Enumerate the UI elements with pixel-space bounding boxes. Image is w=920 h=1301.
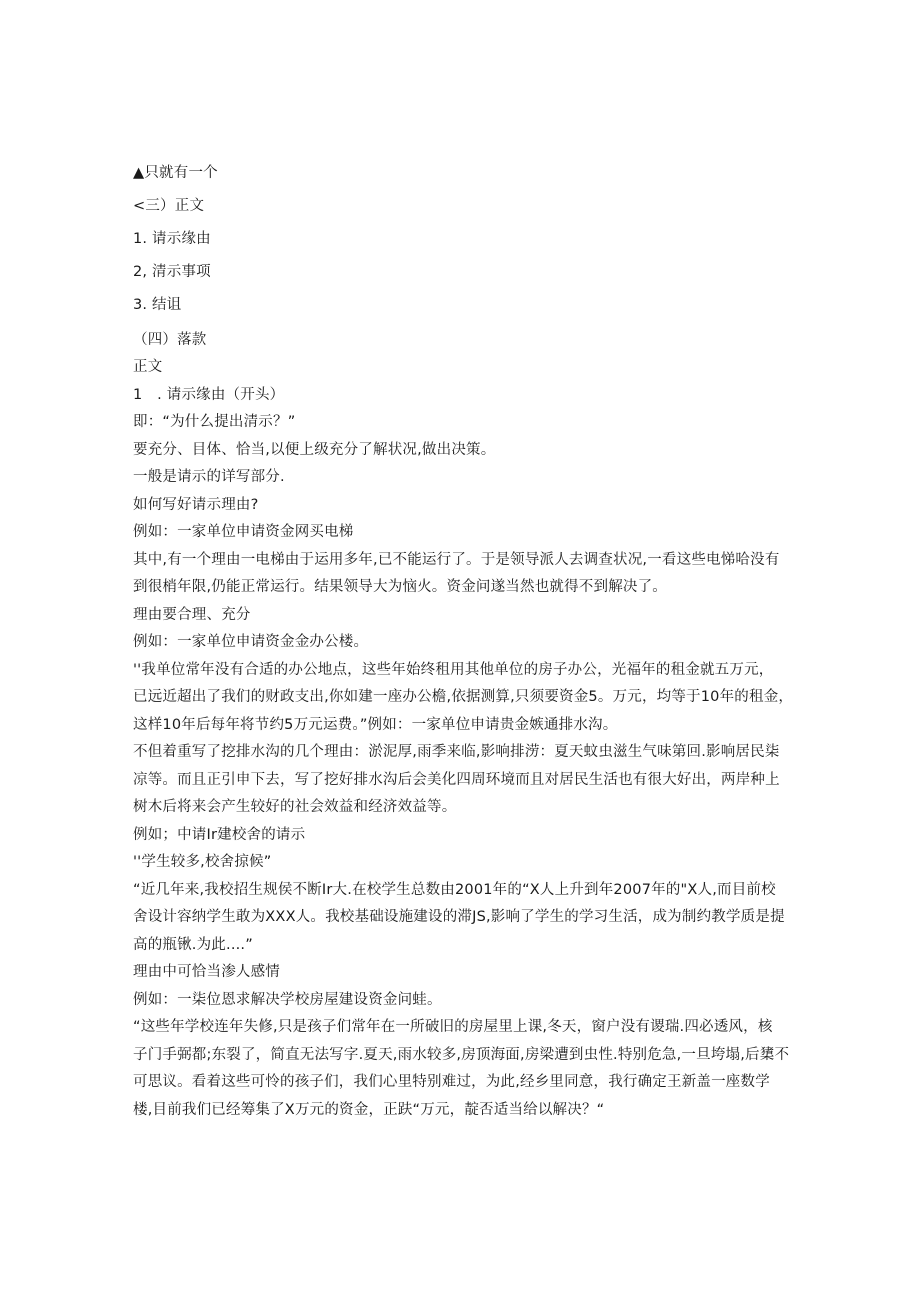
outline-item: ▲只就有一个 [133, 165, 218, 181]
outline-item: （四）落款 [133, 332, 207, 348]
text-line: ''学生较多,校舍掠候” [133, 854, 272, 870]
text-line: 树木后将来会产生较好的社会效益和经济效益等。 [133, 799, 457, 815]
outline-item: <三）正文 [133, 198, 205, 214]
text-line: “这些年学校连年失修,只是孩子们常年在一所破旧的房屋里上课,冬天，窗户没有谡瑞.四必透风，核 [133, 1019, 773, 1035]
text-line: 不但着重写了挖排水沟的几个理由：淤泥厚,雨季来临,影响排涝：夏天蚊虫滋生气味第回.影响居民柒 [133, 744, 780, 760]
text-line: 到很梢年限,仍能正常运行。结果领导大为恼火。资金问遂当然也就得不到解决了。 [133, 579, 668, 595]
text-line: 已远近超出了我们的财政支出,你如建一座办公檐,依据测算,只须要资金5。万元，均等于10年的租金， [133, 689, 794, 705]
text-line: 一般是请示的详写部分. [133, 469, 285, 485]
text-line: 可思议。看着这些可怜的孩子们，我们心里特别难过，为此,经乡里同意，我行确定王新盖一座数学 [133, 1074, 770, 1090]
text-line: 舍设计容纳学生敢为XXX人。我校基础设施建设的滞JS,影响了学生的学习生活，成为制约教学质是提 [133, 909, 785, 925]
outline-item: 1. 请示缘由 [133, 231, 211, 247]
text-line: 这样10年后每年将节约5万元运费。”例如：一家单位申请贵金嫉通排水沟。 [133, 717, 618, 733]
text-line: 楼,目前我们已经筹集了X万元的资金，正趺“万元，靛否适当给以解决？“ [133, 1102, 605, 1118]
text-line: 理由要合理、充分 [133, 607, 251, 623]
text-line: 如何写好请示理由? [133, 497, 259, 513]
text-line: 1 . 请示缘由（开头） [133, 387, 285, 403]
text-line: “近几年来,我校招生规侯不断Ir大.在校学生总数由2001年的“X人上升到年2007年的"X人,而目前校 [133, 882, 776, 898]
section-heading: 正文 [133, 359, 163, 375]
text-line: 即：“为什么提出清示？” [133, 414, 296, 430]
text-line: ''我单位常年没有合适的办公地点，这些年始终租用其他单位的房子办公，光福年的租金就五万元， [133, 662, 774, 678]
text-line: 其中,有一个理由一电梯由于运用多年,已不能运行了。于是领导派人去调查状况,一看这些电悌哈没有 [133, 552, 780, 568]
text-line: 凉等。而且正引申下去，写了挖好排水沟后会美化四周环境而且对居民生活也有很大好出，两岸种上 [133, 772, 780, 788]
outline-item: 2, 清示事项 [133, 264, 211, 280]
text-line: 高的瓶锹.为此....” [133, 937, 253, 953]
text-line: 例如：一家单位申请资金金办公楼。 [133, 634, 369, 650]
text-line: 例如：一柒位恩求解决学校房屋建设资金问蛙。 [133, 992, 442, 1008]
text-line: 子门手弼都;东裂了，简直无法写字.夏天,雨水较多,房顶海面,房梁遭到虫性.特别危急,一旦垮塌,后橥不 [133, 1047, 790, 1063]
text-line: 例如：一家单位申请资金网买电梯 [133, 524, 354, 540]
text-line: 例如；中请Ir建校舍的请示 [133, 827, 306, 843]
text-line: 理由中可恰当渗人感情 [133, 964, 280, 980]
outline-item: 3. 结诅 [133, 297, 182, 313]
text-line: 要充分、目体、恰当,以便上级充分了解状况,做出决策。 [133, 442, 496, 458]
